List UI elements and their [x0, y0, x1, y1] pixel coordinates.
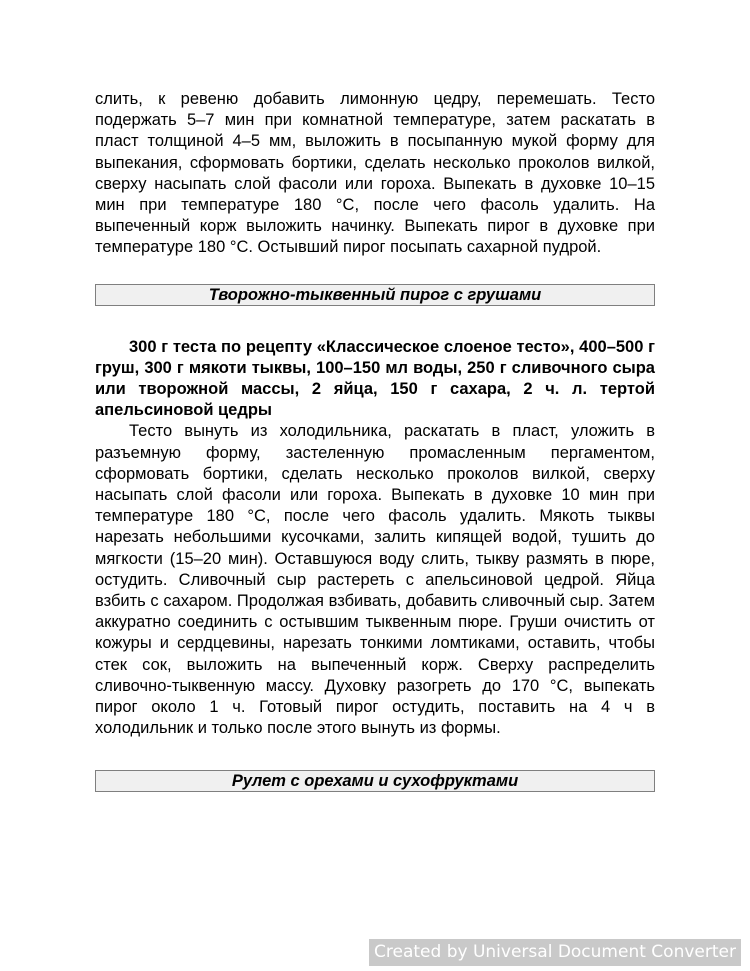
- watermark-banner: [369, 939, 741, 966]
- next-recipe-title-box: [95, 770, 655, 792]
- next-recipe-title: Рулет с орехами и сухофруктами: [231, 772, 519, 791]
- recipe-title-box: [95, 284, 655, 306]
- recipe-ingredients: 300 г теста по рецепту «Классическое слоеное тесто», 400–500 г груш, 300 г мякоти тыквы, 100–150 мл воды, 250 г сливочного сыра или творожной массы, 2 яйца, 150 г сахара, 2 ч. л. тертой апельсиновой цедры: [95, 337, 655, 420]
- watermark-text: Created by Universal Document Converter: [374, 942, 736, 962]
- document-page: [95, 89, 655, 792]
- recipe-method: Тесто вынуть из холодильника, раскатать в пласт, уложить в разъемную форму, застеленную промасленным пергаментом, сформовать бортики, сделать несколько проколов вилкой, сверху насыпать слой фасоли или гороха. Выпекать в духовке 10 мин при температуре 180 °С, после чего фасоль удалить. Мякоть тыквы нарезать небольшими кусочками, залить кипящей водой, тушить до мягкости (15–20 мин). Оставшуюся воду слить, тыкву размять в пюре, остудить. Сливочный сыр растереть с апельсиновой цедрой. Яйца взбить с сахаром. Продолжая взбивать, добавить сливочный сыр. Затем аккуратно соединить с остывшим тыквенным пюре. Груши очистить от кожуры и сердцевины, нарезать тонкими ломтиками, оставить, чтобы стек сок, выложить на выпеченный корж. Сверху распределить сливочно-тыквенную массу. Духовку разогреть до 170 °С, выпекать пирог около 1 ч. Готовый пирог остудить, поставить на 4 ч в холодильник и только после этого вынуть из формы.: [95, 422, 655, 738]
- recipe-title: Творожно-тыквенный пирог с грушами: [208, 285, 542, 304]
- intro-paragraph: слить, к ревеню добавить лимонную цедру, перемешать. Тесто подержать 5–7 мин при комнатной температуре, затем раскатать в пласт толщиной 4–5 мм, выложить в посыпанную мукой форму для выпекания, сформовать бортики, сделать несколько проколов вилкой, сверху насыпать слой фасоли или гороха. Выпекать в духовке 10–15 мин при температуре 180 °С, после чего фасоль удалить. На выпеченный корж выложить начинку. Выпекать пирог в духовке при температуре 180 °С. Остывший пирог посыпать сахарной пудрой.: [95, 90, 655, 257]
